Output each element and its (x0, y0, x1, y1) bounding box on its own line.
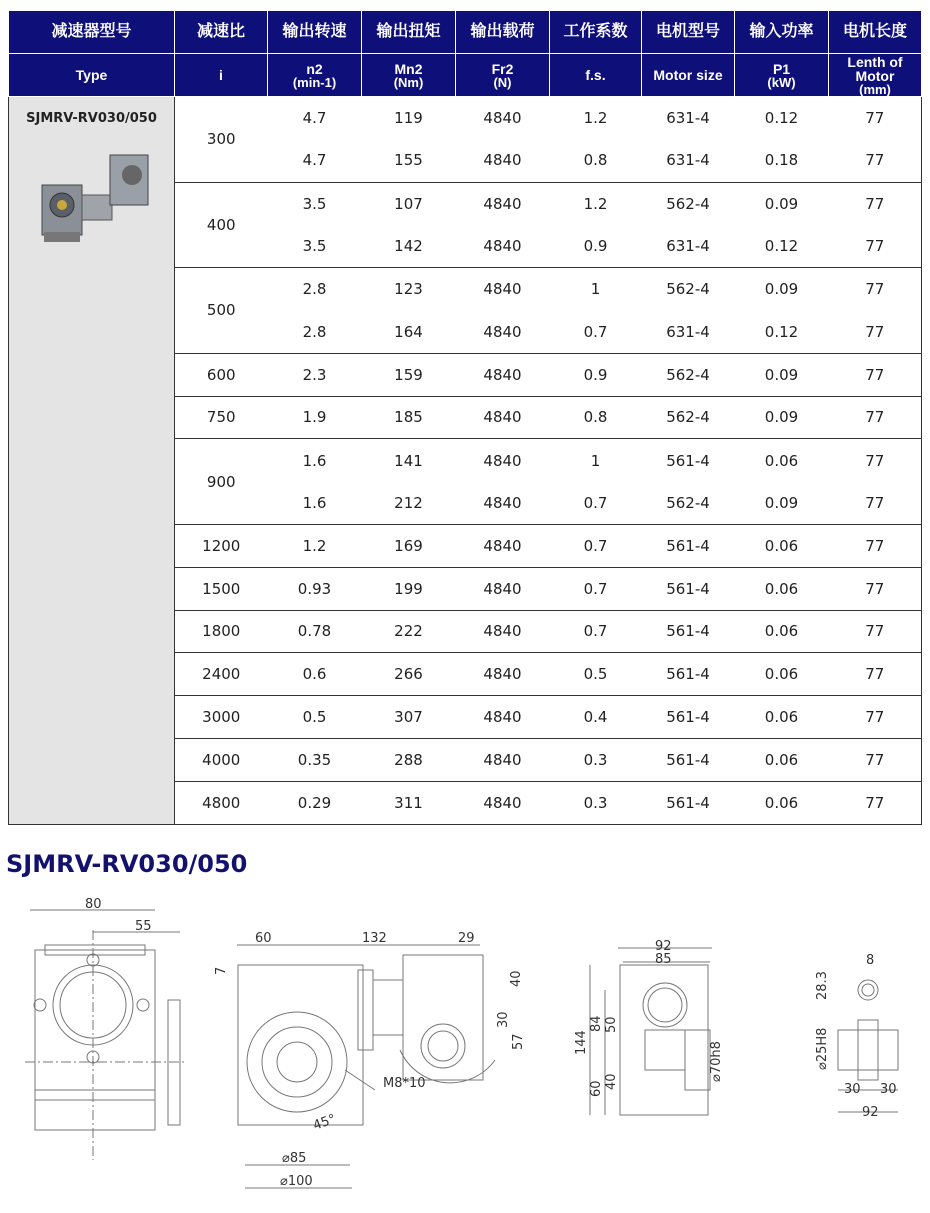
dim-dia100: ⌀100 (280, 1174, 313, 1189)
dim-dia85: ⌀85 (282, 1151, 307, 1166)
ratio-cell: 4800 (175, 781, 268, 824)
spec-table (8, 10, 922, 825)
data-cell: 0.06 (735, 524, 829, 567)
data-cell: 0.06 (735, 439, 829, 482)
ratio-cell: 500 (175, 268, 268, 354)
table-row (9, 97, 922, 140)
column-header-en (362, 54, 456, 97)
data-cell: 0.06 (735, 610, 829, 653)
data-cell: 631-4 (666, 151, 710, 170)
data-cell: 119 (362, 97, 456, 140)
data-cell: 4840 (483, 493, 522, 512)
type-label: SJMRV-RV030/050 (26, 111, 157, 126)
column-header-en (175, 54, 268, 97)
data-cell: 77 (829, 482, 922, 525)
dim-8: 8 (866, 953, 875, 968)
dim-40: 40 (509, 970, 524, 987)
dim-50: 50 (604, 1016, 619, 1033)
data-cell: 0.3 (550, 781, 642, 824)
data-cell: 199 (362, 567, 456, 610)
data-cell: 4.7 (302, 151, 327, 170)
dim-84: 84 (589, 1015, 604, 1032)
data-cell: 77 (829, 353, 922, 396)
data-cell: 4840 (456, 696, 550, 739)
header-unit: (mm) (859, 81, 891, 97)
column-header-cn: 减速比 (175, 11, 268, 54)
data-cell: 4840 (456, 268, 550, 311)
header-main: n2 (306, 60, 323, 77)
column-header-cn: 电机型号 (642, 11, 735, 54)
data-cell: 0.06 (735, 696, 829, 739)
ratio-cell: 600 (175, 353, 268, 396)
header-main: Fr2 (491, 60, 514, 77)
data-cell: 142 (394, 237, 423, 256)
data-cell: 0.5 (268, 696, 362, 739)
column-header-en (9, 54, 175, 97)
header-main: i (219, 67, 223, 83)
data-cell: 311 (362, 781, 456, 824)
ratio-cell: 3000 (175, 696, 268, 739)
data-cell: 561-4 (642, 653, 735, 696)
drawing-title: SJMRV-RV030/050 (6, 850, 248, 878)
data-cell: 4840 (456, 738, 550, 781)
dim-30: 30 (496, 1011, 511, 1028)
data-cell: 561-4 (642, 696, 735, 739)
dim-144: 144 (574, 1030, 589, 1055)
data-cell: 562-4 (666, 493, 710, 512)
thread-label: M8*10 (383, 1076, 426, 1091)
data-cell: 4840 (483, 237, 522, 256)
data-cell: 185 (362, 396, 456, 439)
data-cell: 0.7 (550, 524, 642, 567)
column-header-en (829, 54, 922, 97)
header-unit: (kW) (767, 74, 796, 90)
column-header-cn: 输出转速 (268, 11, 362, 54)
dim-80: 80 (85, 897, 102, 912)
column-header-cn: 输出载荷 (456, 11, 550, 54)
data-cell: 159 (362, 353, 456, 396)
data-cell: 0.93 (268, 567, 362, 610)
data-cell: 0.9 (583, 237, 608, 256)
dim-92: 92 (655, 939, 672, 954)
data-cell: 562-4 (642, 353, 735, 396)
data-cell: 77 (829, 738, 922, 781)
data-cell: 222 (362, 610, 456, 653)
data-cell: 2.8 (302, 322, 327, 341)
data-cell: 0.12 (735, 97, 829, 140)
header-main: Mn2 (394, 60, 423, 77)
data-cell: 77 (829, 439, 922, 482)
data-cell: 1.9 (268, 396, 362, 439)
data-cell: 631-4 (666, 322, 710, 341)
data-cell: 4840 (456, 610, 550, 653)
data-cell: 0.06 (735, 567, 829, 610)
data-cell: 0.8 (550, 396, 642, 439)
column-header-en (550, 54, 642, 97)
data-cell: 0.4 (550, 696, 642, 739)
header-main: Type (75, 67, 108, 83)
dim-132: 132 (362, 931, 387, 946)
data-cell: 0.09 (735, 182, 829, 225)
data-cell: 77 (829, 97, 922, 140)
data-cell: 561-4 (642, 567, 735, 610)
data-cell: 0.09 (735, 268, 829, 311)
column-header-cn: 输出扭矩 (362, 11, 456, 54)
data-cell: 4840 (456, 353, 550, 396)
ratio-cell: 4000 (175, 738, 268, 781)
ratio-cell: 1200 (175, 524, 268, 567)
data-cell: 562-4 (642, 268, 735, 311)
data-cell: 2.8 (268, 268, 362, 311)
data-cell: 4840 (456, 396, 550, 439)
data-cell: 77 (829, 567, 922, 610)
ratio-cell: 1500 (175, 567, 268, 610)
data-cell: 0.5 (550, 653, 642, 696)
data-cell: 1.6 (268, 439, 362, 482)
data-cell: 0.7 (583, 493, 608, 512)
data-cell: 4840 (456, 97, 550, 140)
data-cell: 77 (829, 610, 922, 653)
data-cell: 4840 (456, 182, 550, 225)
header-main: Lenth of Motor (847, 53, 903, 84)
data-cell: 107 (362, 182, 456, 225)
gearbox-image (32, 150, 152, 250)
data-cell: 0.18 (764, 151, 799, 170)
side-view-drawing (237, 945, 495, 1188)
column-header-en (642, 54, 735, 97)
data-cell: 4840 (456, 653, 550, 696)
data-cell: 77 (829, 653, 922, 696)
dim-60b: 60 (589, 1080, 604, 1097)
dim-dia70: ⌀70h8 (709, 1041, 724, 1082)
data-cell: 0.09 (735, 353, 829, 396)
data-cell: 1.2 (550, 182, 642, 225)
data-cell: 77 (829, 781, 922, 824)
dim-57: 57 (511, 1033, 526, 1050)
header-main: P1 (772, 60, 791, 77)
data-cell: 0.09 (735, 396, 829, 439)
data-cell: 169 (362, 524, 456, 567)
data-cell: 0.7 (583, 322, 608, 341)
data-cell: 4840 (456, 524, 550, 567)
dim-60: 60 (255, 931, 272, 946)
front-view-drawing (25, 910, 185, 1160)
ratio-cell: 1800 (175, 610, 268, 653)
data-cell: 0.06 (735, 653, 829, 696)
column-header-en (735, 54, 829, 97)
dim-dia25: ⌀25H8 (815, 1027, 830, 1070)
dim-40b: 40 (604, 1073, 619, 1090)
column-header-cn: 输入功率 (735, 11, 829, 54)
dim-92b: 92 (862, 1105, 879, 1120)
data-cell: 0.78 (268, 610, 362, 653)
data-cell: 4840 (483, 322, 522, 341)
data-cell: 123 (362, 268, 456, 311)
data-cell: 4840 (483, 151, 522, 170)
header-unit: (min-1) (292, 74, 337, 90)
data-cell: 164 (394, 322, 423, 341)
data-cell: 77 (829, 225, 922, 268)
header-main: Motor size (653, 67, 723, 83)
dim-30b: 30 (880, 1082, 897, 1097)
data-cell: 4840 (456, 439, 550, 482)
data-cell: 1 (550, 439, 642, 482)
data-cell: 0.3 (550, 738, 642, 781)
data-cell: 0.7 (550, 567, 642, 610)
data-cell: 1.2 (268, 524, 362, 567)
data-cell: 0.06 (735, 781, 829, 824)
data-cell: 562-4 (642, 182, 735, 225)
column-header-cn: 电机长度 (829, 11, 922, 54)
header-unit: (N) (493, 74, 512, 90)
data-cell: 0.29 (268, 781, 362, 824)
data-cell: 561-4 (642, 439, 735, 482)
column-header-en (456, 54, 550, 97)
data-cell: 631-4 (666, 237, 710, 256)
data-cell: 561-4 (642, 524, 735, 567)
column-header-cn: 减速器型号 (9, 11, 175, 54)
dimension-labels (85, 897, 897, 1189)
data-cell: 0.8 (583, 151, 608, 170)
data-cell: 561-4 (642, 738, 735, 781)
column-header-cn: 工作系数 (550, 11, 642, 54)
data-cell: 0.6 (268, 653, 362, 696)
angle-label: 45° (311, 1111, 339, 1134)
data-cell: 77 (829, 310, 922, 353)
type-cell (9, 97, 175, 825)
ratio-cell: 900 (175, 439, 268, 525)
data-cell: 631-4 (642, 97, 735, 140)
data-cell: 1.2 (550, 97, 642, 140)
dim-7: 7 (214, 966, 229, 975)
data-cell: 77 (829, 182, 922, 225)
ratio-cell: 2400 (175, 653, 268, 696)
data-cell: 3.5 (268, 182, 362, 225)
data-cell: 288 (362, 738, 456, 781)
data-cell: 0.12 (764, 237, 799, 256)
data-cell: 0.7 (550, 610, 642, 653)
data-cell: 0.09 (764, 493, 799, 512)
data-cell: 562-4 (642, 396, 735, 439)
ratio-cell: 300 (175, 97, 268, 183)
data-cell: 3.5 (302, 237, 327, 256)
dim-28-3: 28.3 (815, 971, 830, 1000)
data-cell: 0.35 (268, 738, 362, 781)
data-cell: 212 (394, 493, 423, 512)
ratio-cell: 750 (175, 396, 268, 439)
dimension-drawings (0, 890, 930, 1213)
data-cell: 155 (394, 151, 423, 170)
dim-29: 29 (458, 931, 475, 946)
dim-30a: 30 (844, 1082, 861, 1097)
dim-85: 85 (655, 952, 672, 967)
header-main: f.s. (585, 67, 606, 83)
data-cell: 561-4 (642, 610, 735, 653)
data-cell: 2.3 (268, 353, 362, 396)
data-cell: 266 (362, 653, 456, 696)
data-cell: 0.9 (550, 353, 642, 396)
data-cell: 4.7 (268, 97, 362, 140)
data-cell: 77 (829, 268, 922, 311)
data-cell: 0.06 (735, 738, 829, 781)
data-cell: 561-4 (642, 781, 735, 824)
data-cell: 1 (550, 268, 642, 311)
data-cell: 307 (362, 696, 456, 739)
data-cell: 4840 (456, 781, 550, 824)
header-unit: (Nm) (393, 74, 424, 90)
dim-55: 55 (135, 919, 152, 934)
data-cell: 0.12 (764, 322, 799, 341)
data-cell: 141 (362, 439, 456, 482)
data-cell: 4840 (456, 567, 550, 610)
data-cell: 77 (829, 396, 922, 439)
data-cell: 77 (829, 139, 922, 182)
column-header-en (268, 54, 362, 97)
data-cell: 1.6 (302, 493, 327, 512)
data-cell: 77 (829, 524, 922, 567)
data-cell: 77 (829, 696, 922, 739)
ratio-cell: 400 (175, 182, 268, 268)
